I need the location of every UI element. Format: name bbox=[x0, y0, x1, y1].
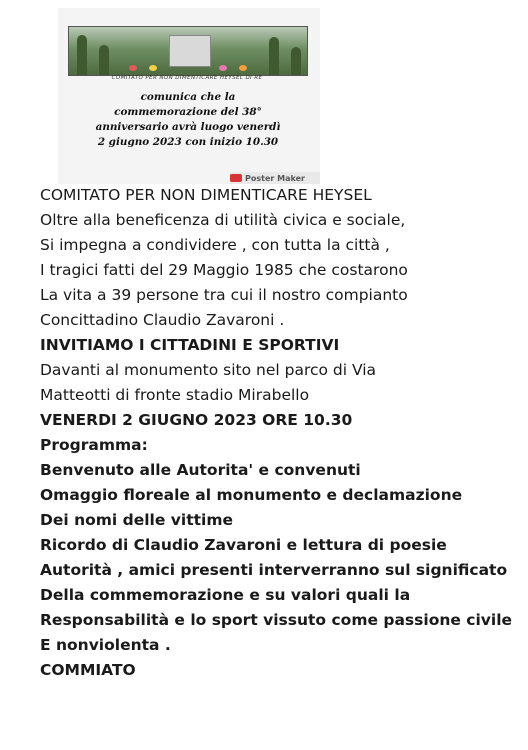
text-line: Matteotti di fronte stadio Mirabello bbox=[40, 386, 310, 404]
text-line: La vita a 39 persone tra cui il nostro compianto bbox=[40, 286, 408, 304]
poster-maker-icon bbox=[230, 174, 242, 182]
text-line: Omaggio floreale al monumento e declamazione bbox=[40, 486, 463, 504]
flower-shape bbox=[239, 65, 247, 71]
text-line: Concittadino Claudio Zavaroni . bbox=[40, 311, 285, 329]
text-line: Dei nomi delle vittime bbox=[40, 511, 233, 529]
announcement-text bbox=[40, 183, 520, 683]
text-line: Autorità , amici presenti interverranno sul significato bbox=[40, 561, 508, 579]
monument-shape bbox=[169, 35, 211, 67]
text-line: I tragici fatti del 29 Maggio 1985 che costarono bbox=[40, 261, 408, 279]
flower-shape bbox=[149, 65, 157, 71]
text-line: Responsabilità e lo sport vissuto come passione civile bbox=[40, 611, 513, 629]
text-line: Ricordo di Claudio Zavaroni e lettura di poesie bbox=[40, 536, 447, 554]
poster-announcement bbox=[62, 90, 314, 150]
text-line: E nonviolenta . bbox=[40, 636, 171, 654]
poster-line: anniversario avrà luogo venerdì bbox=[95, 121, 281, 133]
tree-shape bbox=[99, 45, 109, 75]
text-line: Oltre alla beneficenza di utilità civica e sociale, bbox=[40, 211, 406, 229]
monument-photo bbox=[68, 26, 308, 76]
text-line: INVITIAMO I CITTADINI E SPORTIVI bbox=[40, 336, 340, 354]
flower-shape bbox=[219, 65, 227, 71]
text-line: COMITATO PER NON DIMENTICARE HEYSEL bbox=[40, 186, 372, 204]
tree-shape bbox=[269, 37, 279, 75]
text-line: Programma: bbox=[40, 436, 148, 454]
text-line: Davanti al monumento sito nel parco di Via bbox=[40, 361, 377, 379]
text-line: Della commemorazione e su valori quali la bbox=[40, 586, 411, 604]
poster-line: commemorazione del 38° bbox=[114, 106, 262, 118]
poster-line: 2 giugno 2023 con inizio 10.30 bbox=[97, 136, 279, 148]
text-line: COMMIATO bbox=[40, 661, 136, 679]
text-line: VENERDI 2 GIUGNO 2023 ORE 10.30 bbox=[40, 411, 353, 429]
poster-image bbox=[58, 8, 320, 184]
text-line: Si impegna a condividere , con tutta la città , bbox=[40, 236, 390, 254]
poster-maker-label: Poster Maker bbox=[245, 173, 305, 183]
poster-line: comunica che la bbox=[140, 91, 236, 103]
tree-shape bbox=[291, 47, 301, 75]
text-line: Benvenuto alle Autorita' e convenuti bbox=[40, 461, 361, 479]
poster-subtitle: COMITATO PER NON DIMENTICARE HEYSEL DI RE bbox=[111, 75, 263, 81]
flower-shape bbox=[129, 65, 137, 71]
tree-shape bbox=[77, 35, 87, 75]
